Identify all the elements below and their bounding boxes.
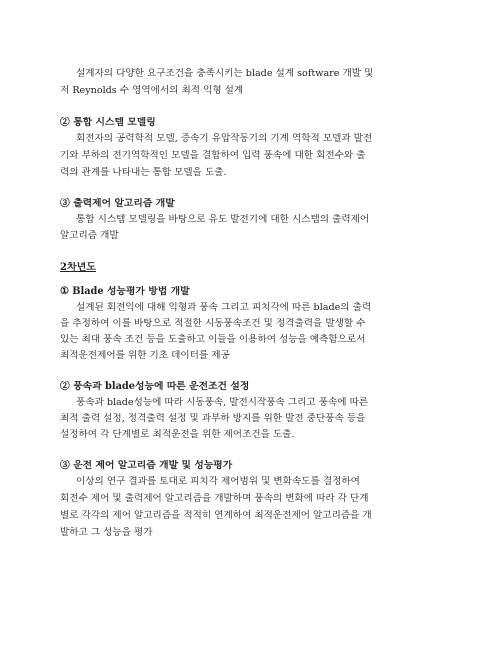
section-text-line: 별로 각각의 제어 알고리즘을 적적히 연계하여 최적운전제어 알고리즘을 개 bbox=[60, 510, 372, 521]
section-heading-control-algorithm: ③ 운전 제어 알고리즘 개발 및 성능평가 bbox=[60, 460, 233, 471]
section-text-line: 회전수 제어 및 출력제어 알고리즘을 개발하며 풍속의 변화에 따라 각 단계 bbox=[60, 493, 369, 504]
year-heading: 2차년도 bbox=[60, 262, 96, 273]
section-text-line: 최적운전제어를 위한 기초 데이터를 제공 bbox=[60, 350, 230, 361]
section-heading-blade-evaluation: ① Blade 성능평가 방법 개발 bbox=[60, 286, 190, 297]
intro-line-1: 설계자의 다양한 요구조건을 충족시키는 blade 설계 software 개발 및 bbox=[76, 68, 374, 79]
section-text-line: 통합 시스템 모델링을 바탕으로 유도 발전기에 대한 시스템의 출력제어 bbox=[76, 214, 370, 225]
section-text-line: 설계된 회전익에 대해 익형과 풍속 그리고 피치각에 따른 blade의 출력 bbox=[76, 302, 372, 313]
section-text-line: 기와 부하의 전기역학적인 모델을 결합하여 입력 풍속에 대한 회전수와 출 bbox=[60, 150, 366, 161]
section-heading-operating-conditions: ② 풍속과 blade성능에 따른 운전조건 설정 bbox=[60, 381, 250, 392]
section-text-line: 이상의 연구 결과를 토대로 피치각 제어범위 및 변화속도를 결정하여 bbox=[76, 476, 360, 487]
section-text-line: 회전자의 공력학적 모델, 증속기 유압작동기의 기계 역학적 모델과 발전 bbox=[76, 133, 373, 144]
section-text-line: 설정하여 각 단계별로 최적운전을 위한 제어조건을 도출. bbox=[60, 429, 295, 440]
section-text-line: 풍속과 blade성능에 따라 시동풍속, 발전시작풍속 그리고 풍속에 따른 bbox=[76, 397, 369, 408]
section-heading-output-control: ③ 출력제어 알고리즘 개발 bbox=[60, 198, 175, 209]
section-text-line: 알고리즘 개발 bbox=[60, 230, 119, 241]
section-heading-integrated-modeling: ② 통합 시스템 모델링 bbox=[60, 117, 156, 128]
section-text-line: 있는 최대 풍속 조건 등을 도출하고 이들을 이용하여 성능을 예측함으로서 bbox=[60, 334, 366, 345]
section-text-line: 발하고 그 성능을 평가 bbox=[60, 527, 153, 538]
section-text-line: 을 추정하여 이를 바탕으로 적절한 시동풍속조건 및 정격출력을 발생할 수 bbox=[60, 318, 366, 329]
intro-line-2: 저 Reynolds 수 영역에서의 최적 익형 설계 bbox=[60, 85, 244, 96]
section-text-line: 력의 관계를 나타내는 통합 모델을 도출. bbox=[60, 167, 227, 178]
section-text-line: 최적 출력 설정, 정격출력 설정 및 과부하 방지를 위한 발전 중단풍속 등을 bbox=[60, 413, 366, 424]
